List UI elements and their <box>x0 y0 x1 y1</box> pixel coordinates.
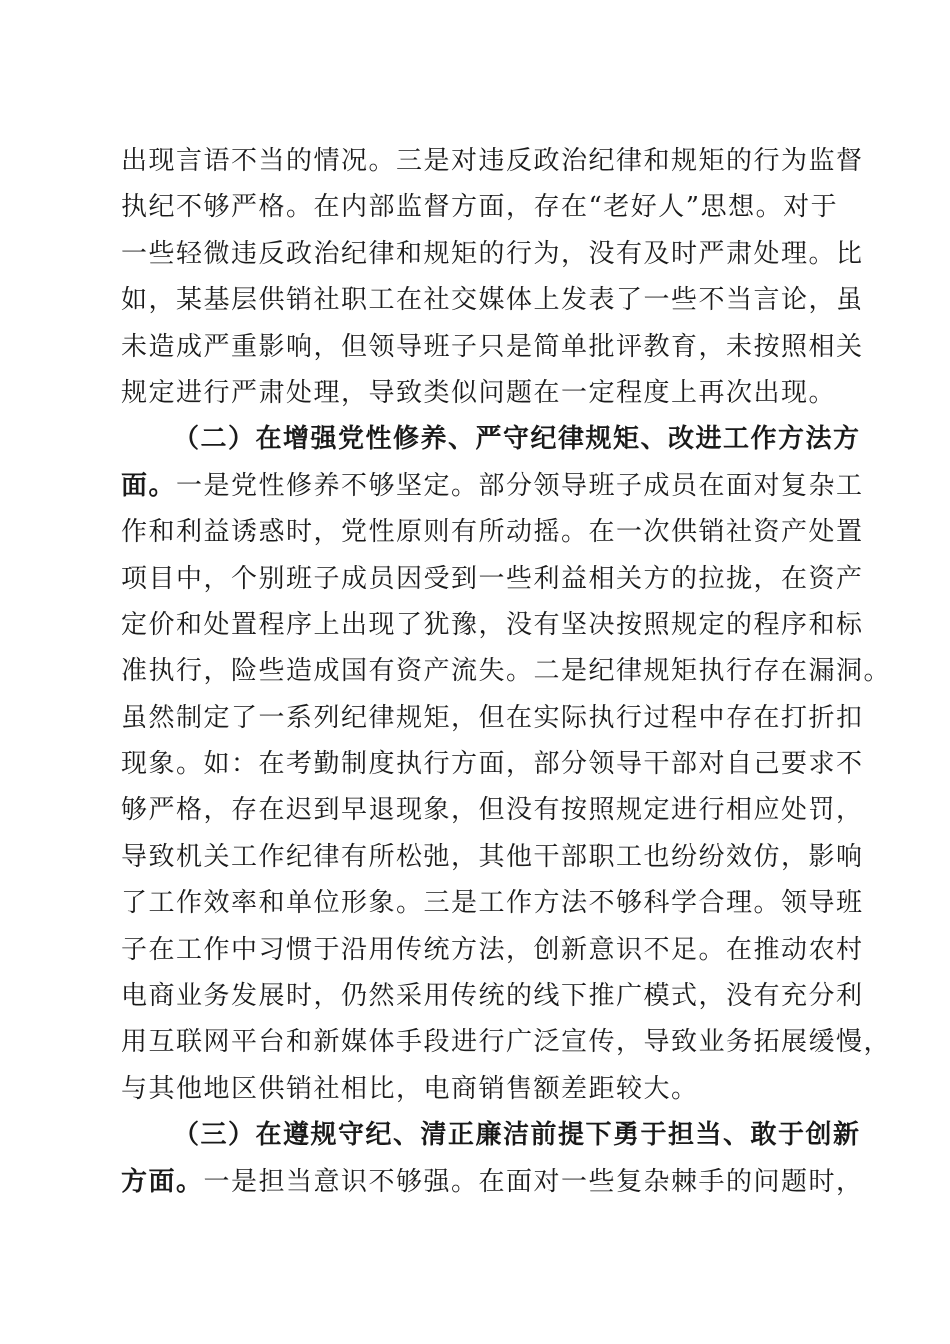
text-line: 执纪不够严格。在内部监督方面，存在“老好人”思想。对于 <box>121 192 839 223</box>
text-line: 虽然制定了一系列纪律规矩，但在实际执行过程中存在打折扣 <box>121 702 864 733</box>
text-line: 准执行，险些造成国有资产流失。二是纪律规矩执行存在漏洞。 <box>121 656 892 687</box>
section-heading-end: 面。 <box>121 470 177 501</box>
text-line: 规定进行严肃处理，导致类似问题在一定程度上再次出现。 <box>121 377 837 408</box>
text-line: 导致机关工作纪律有所松弛，其他干部职工也纷纷效仿，影响 <box>121 841 864 872</box>
text-line: 一些轻微违反政治纪律和规矩的行为，没有及时严肃处理。比 <box>121 238 864 269</box>
text-line: 够严格，存在迟到早退现象，但没有按照规定进行相应处罚， <box>121 795 864 826</box>
text-line: 定价和处置程序上出现了犹豫，没有坚决按照规定的程序和标 <box>121 609 864 640</box>
text-line: 现象。如：在考勤制度执行方面，部分领导干部对自己要求不 <box>121 749 864 780</box>
paragraph-3 <box>121 1112 864 1205</box>
text-line: 与其他地区供销社相比，电商销售额差距较大。 <box>121 1073 699 1104</box>
text-line-rest: 一是担当意识不够强。在面对一些复杂棘手的问题时， <box>203 1166 864 1197</box>
paragraph-2 <box>121 416 892 1112</box>
text-line <box>121 1159 864 1205</box>
text-line: 出现言语不当的情况。三是对违反政治纪律和规矩的行为监督 <box>121 146 864 176</box>
text-line: 子在工作中习惯于沿用传统方法，创新意识不足。在推动农村 <box>121 934 864 965</box>
section-heading: （三）在遵规守纪、清正廉洁前提下勇于担当、敢于创新 <box>173 1120 861 1151</box>
text-line: 电商业务发展时，仍然采用传统的线下推广模式，没有充分利 <box>121 981 864 1012</box>
document-body <box>121 138 892 1205</box>
text-line: 如，某基层供销社职工在社交媒体上发表了一些不当言论，虽 <box>121 285 864 316</box>
text-line: 项目中，个别班子成员因受到一些利益相关方的拉拢，在资产 <box>121 563 864 594</box>
text-line-rest: 一是党性修养不够坚定。部分领导班子成员在面对复杂工 <box>176 470 864 501</box>
paragraph-1 <box>121 138 864 416</box>
text-line: 未造成严重影响，但领导班子只是简单批评教育，未按照相关 <box>121 331 864 362</box>
section-heading: （二）在增强党性修养、严守纪律规矩、改进工作方法方 <box>173 424 861 455</box>
text-line: 了工作效率和单位形象。三是工作方法不够科学合理。领导班 <box>121 888 864 919</box>
section-heading-end: 方面。 <box>121 1166 204 1197</box>
text-line: 作和利益诱惑时，党性原则有所动摇。在一次供销社资产处置 <box>121 517 864 548</box>
text-line <box>121 463 864 509</box>
text-line: 用互联网平台和新媒体手段进行广泛宣传，导致业务拓展缓慢， <box>121 1027 892 1058</box>
